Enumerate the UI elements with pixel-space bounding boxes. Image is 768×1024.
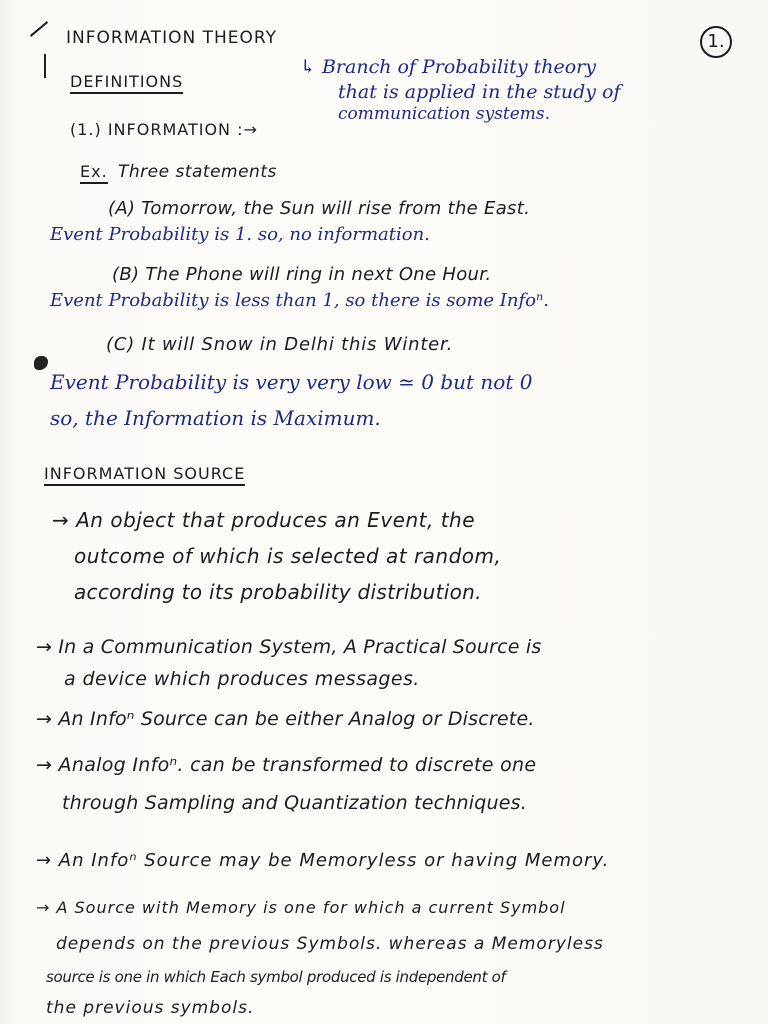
branch-note-line-3: communication systems. (338, 104, 551, 124)
source-point-2-line-2: a device which produces messages. (64, 668, 420, 690)
source-point-1-line-3: according to its probability distribution. (74, 580, 482, 604)
source-point-5-line-1: → An Infoⁿ Source may be Memoryless or having Memory. (36, 850, 610, 871)
statement-b: (B) The Phone will ring in next One Hour. (112, 264, 492, 285)
statement-a-note: Event Probability is 1. so, no information. (50, 224, 430, 245)
source-point-6-line-3: source is one in which Each symbol produced is independent of (46, 968, 506, 986)
source-point-4-line-2: through Sampling and Quantization techniques. (62, 792, 528, 814)
margin-tick-side (44, 54, 46, 78)
page-title: INFORMATION THEORY (66, 28, 277, 48)
ink-blot (34, 356, 48, 370)
example-label: Ex. (80, 164, 108, 184)
page-number: 1. (700, 26, 732, 58)
source-point-2-line-1: → In a Communication System, A Practical Source is (36, 636, 542, 658)
margin-tick-top (30, 21, 48, 37)
example-text: Three statements (118, 162, 277, 182)
definitions-heading: DEFINITIONS (70, 74, 183, 94)
statement-c-note-2: so, the Information is Maximum. (50, 406, 381, 430)
information-heading: (1.) INFORMATION :→ (70, 120, 258, 139)
source-point-1-line-1: → An object that produces an Event, the (52, 508, 476, 532)
source-point-4-line-1: → Analog Infoⁿ. can be transformed to discrete one (36, 754, 537, 776)
source-point-6-line-4: the previous symbols. (46, 998, 255, 1018)
source-point-1-line-2: outcome of which is selected at random, (74, 544, 502, 568)
statement-c: (C) It will Snow in Delhi this Winter. (106, 334, 454, 355)
branch-note-line-2: that is applied in the study of (338, 81, 621, 103)
branch-note-line-1: ↳ Branch of Probability theory (300, 56, 596, 78)
statement-c-note-1: Event Probability is very very low ≃ 0 but not 0 (50, 370, 533, 394)
source-point-6-line-2: depends on the previous Symbols. whereas a Memoryless (56, 934, 604, 954)
source-point-3-line-1: → An Infoⁿ Source can be either Analog or Discrete. (36, 708, 535, 730)
statement-a: (A) Tomorrow, the Sun will rise from the East. (108, 198, 531, 219)
statement-b-note: Event Probability is less than 1, so there is some Infoⁿ. (50, 290, 550, 311)
source-heading: INFORMATION SOURCE (44, 466, 245, 486)
source-point-6-line-1: → A Source with Memory is one for which a current Symbol (36, 898, 566, 917)
